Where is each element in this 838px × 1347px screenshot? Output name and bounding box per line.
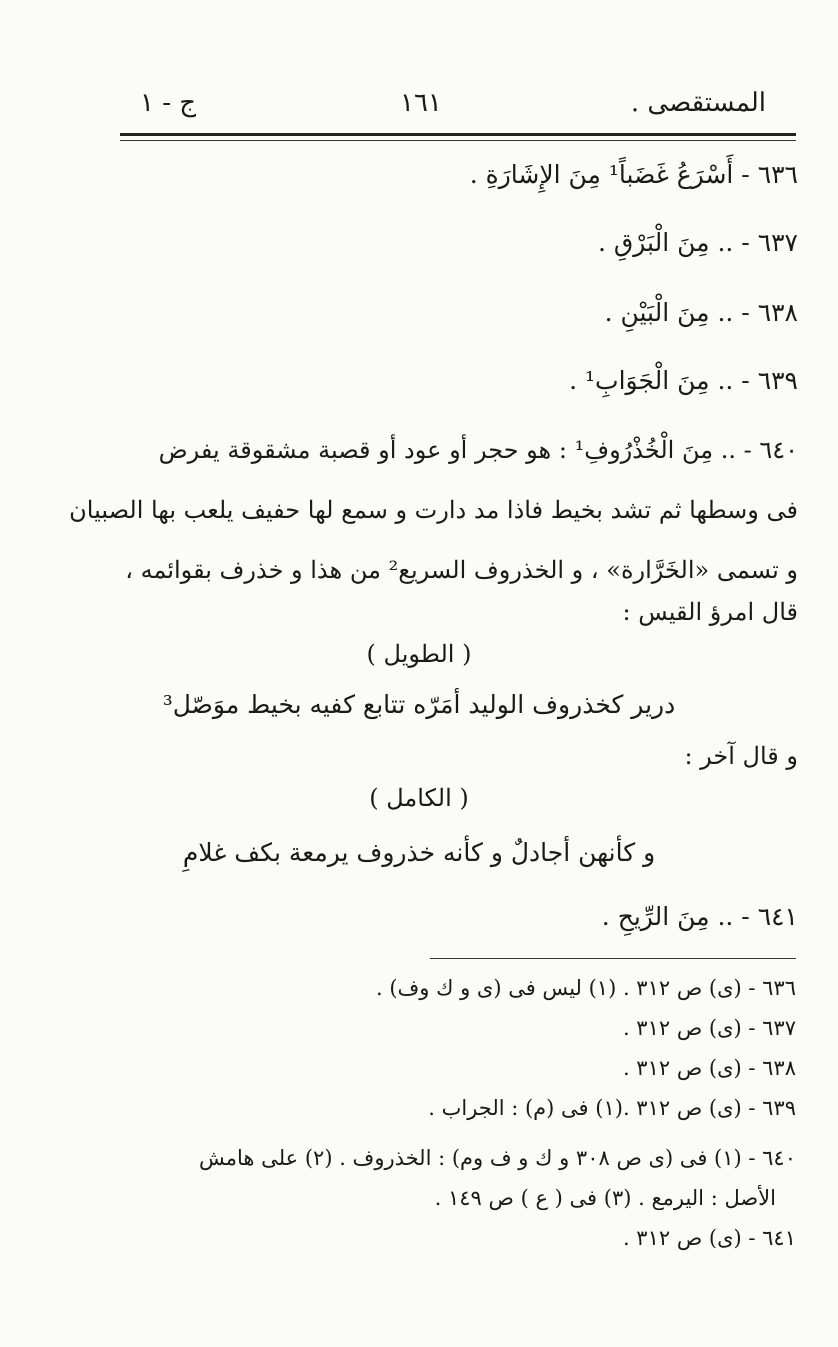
meter-label-1: ( الطويل )	[366, 640, 472, 668]
running-title: المستقصى .	[630, 88, 766, 118]
footnote-640-line-1: ٦٤٠ - (١) فى (ى ص ٣٠٨ و ك و ف وم) : الخذروف . (٢) على هامش	[199, 1146, 796, 1170]
footnote-rule	[430, 958, 796, 959]
entry-638: ٦٣٨ - .. مِنَ الْبَيْنِ .	[604, 298, 798, 327]
entry-641: ٦٤١ - .. مِنَ الرِّيحِ .	[601, 902, 798, 931]
entry-640-line-3: و تسمى «الخَرَّارة» ، و الخذروف السريع² من هذا و خذرف بقوائمه ،	[125, 556, 798, 584]
page-number: ١٦١	[400, 88, 442, 118]
entry-636: ٦٣٦ - أَسْرَعُ غَضَباً¹ مِنَ الإِشَارَةِ .	[469, 160, 798, 189]
entry-640-line-2: فى وسطها ثم تشد بخيط فاذا مد دارت و سمع لها حفيف يلعب بها الصبيان	[69, 496, 798, 524]
footnote-639: ٦٣٩ - (ى) ص ٣١٢ .(١) فى (م) : الجراب .	[428, 1096, 796, 1120]
verse-2: و كأنهن أجادلٌ و كأنه خذروف يرمعة بكف غلامِ	[182, 838, 656, 867]
footnote-641: ٦٤١ - (ى) ص ٣١٢ .	[622, 1226, 796, 1250]
header-rule-thin	[120, 140, 796, 141]
footnote-636: ٦٣٦ - (ى) ص ٣١٢ . (١) ليس فى (ى و ك وف) .	[375, 976, 796, 1000]
verse-1: درير كخذروف الوليد أمَرّه تتابع كفيه بخيط موَصّل³	[162, 690, 676, 719]
footnote-638: ٦٣٨ - (ى) ص ٣١٢ .	[622, 1056, 796, 1080]
entry-639: ٦٣٩ - .. مِنَ الْجَوَابِ¹ .	[569, 366, 798, 395]
verse-2-intro: و قال آخر :	[684, 742, 798, 770]
footnote-637: ٦٣٧ - (ى) ص ٣١٢ .	[622, 1016, 796, 1040]
entry-640-line-1: ٦٤٠ - .. مِنَ الْخُذْرُوفِ¹ : هو حجر أو عود أو قصبة مشقوقة يفرض	[158, 436, 798, 464]
header-rule-thick	[120, 133, 796, 136]
entry-637: ٦٣٧ - .. مِنَ الْبَرْقِ .	[597, 228, 798, 257]
volume-label: ج - ١	[140, 88, 197, 118]
footnote-640-line-2: الأصل : اليرمع . (٣) فى ( ع ) ص ١٤٩ .	[434, 1186, 776, 1210]
meter-label-2: ( الكامل )	[369, 784, 469, 812]
entry-640-line-4: قال امرؤ القيس :	[622, 598, 798, 626]
